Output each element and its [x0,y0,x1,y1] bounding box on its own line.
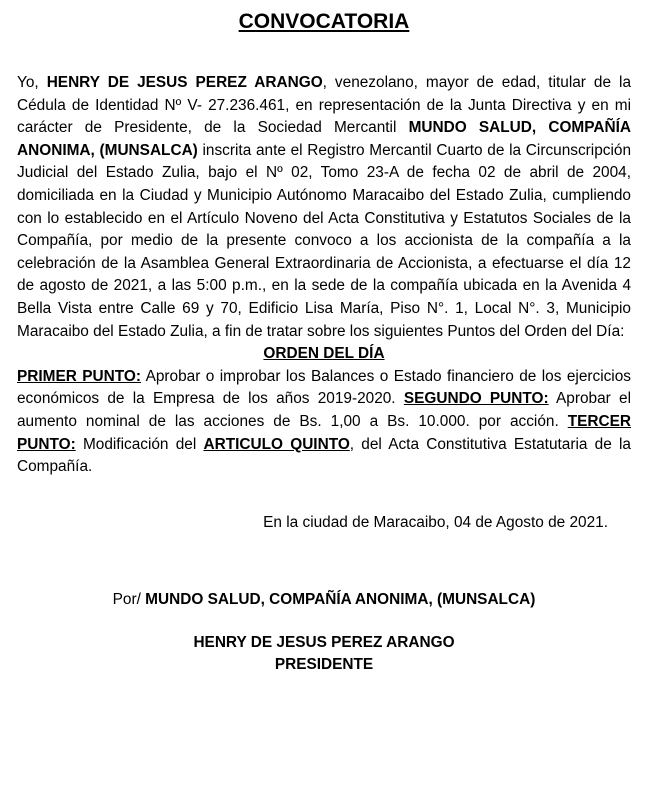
intro-text-3: inscrita ante el Registro Mercantil Cuarto de la Circunscripción Judicial del Estado Zulia, bajo el Nº 02, Tomo 23-A de fecha 02 de abril de 2004, domiciliada en la Ciudad y Municipio Autónomo Maracaibo del Estado Zulia, cumpliendo con lo establecido en el Artículo Noveno del Acta Constitutiva y Estatutos Sociales de la Compañía, por medio de la presente convoco a los accionista de la compañía a la celebración de la Asamblea General Extraordinaria de Accionista, a efectuarse el día 12 de agosto de 2021, a las 5:00 p.m., en la sede de la compañía ubicada en la Avenida 4 Bella Vista entre Calle 69 y 70, Edificio Lisa María, Piso N°. 1, Local N°. 3, Municipio Maracaibo del Estado Zulia, a fin de tratar sobre los siguientes Puntos del Orden del Día: [17,141,632,340]
second-point-text: Aprobar el aumento nominal de las acciones de Bs. 1,00 a Bs. 10.000. por acción. [17,390,632,430]
third-point-text-a: Modificación del [75,435,204,453]
third-point-article: ARTICULO QUINTO [203,435,350,453]
on-behalf-prefix: Por/ [112,591,146,608]
intro-text-2: , venezolano, mayor de edad, titular de la Cédula de Identidad Nº V- 27.236.461, en representación de la Junta Directiva y en mi carácter de Presidente, de la Sociedad Mercantil [17,74,632,137]
agenda-heading: ORDEN DEL DÍA [263,345,385,363]
second-point-label: SEGUNDO PUNTO: [403,390,549,408]
on-behalf-company: MUNDO SALUD, COMPAÑÍA ANONIMA, (MUNSALCA) [145,591,536,608]
agenda-paragraph [17,366,631,479]
first-point-text: Aprobar o improbar los Balances o Estado financiero de los ejercicios económicos de la Empresa de los años 2019-2020. [17,367,631,408]
document-title: CONVOCATORIA [238,10,410,33]
signer-name: HENRY DE JESUS PEREZ ARANGO [193,634,455,651]
document-body [17,72,631,479]
intro-text-1: Yo, [17,74,47,91]
company-name-inline: MUNDO SALUD, COMPAÑÍA ANONIMA, (MUNSALCA) [17,119,631,159]
intro-paragraph [17,72,631,343]
on-behalf-line [0,589,648,611]
date-line: En la ciudad de Maracaibo, 04 de Agosto de 2021. [263,514,608,531]
third-point-label: TERCER PUNTO: [17,412,631,453]
third-point-text-b: , del Acta Constitutiva Estatutaria de la Compañía. [17,435,631,476]
signer-name-inline: HENRY DE JESUS PEREZ ARANGO [46,74,323,91]
first-point-label: PRIMER PUNTO: [17,367,141,385]
signer-role: PRESIDENTE [274,656,374,673]
agenda-heading-line [17,343,631,366]
